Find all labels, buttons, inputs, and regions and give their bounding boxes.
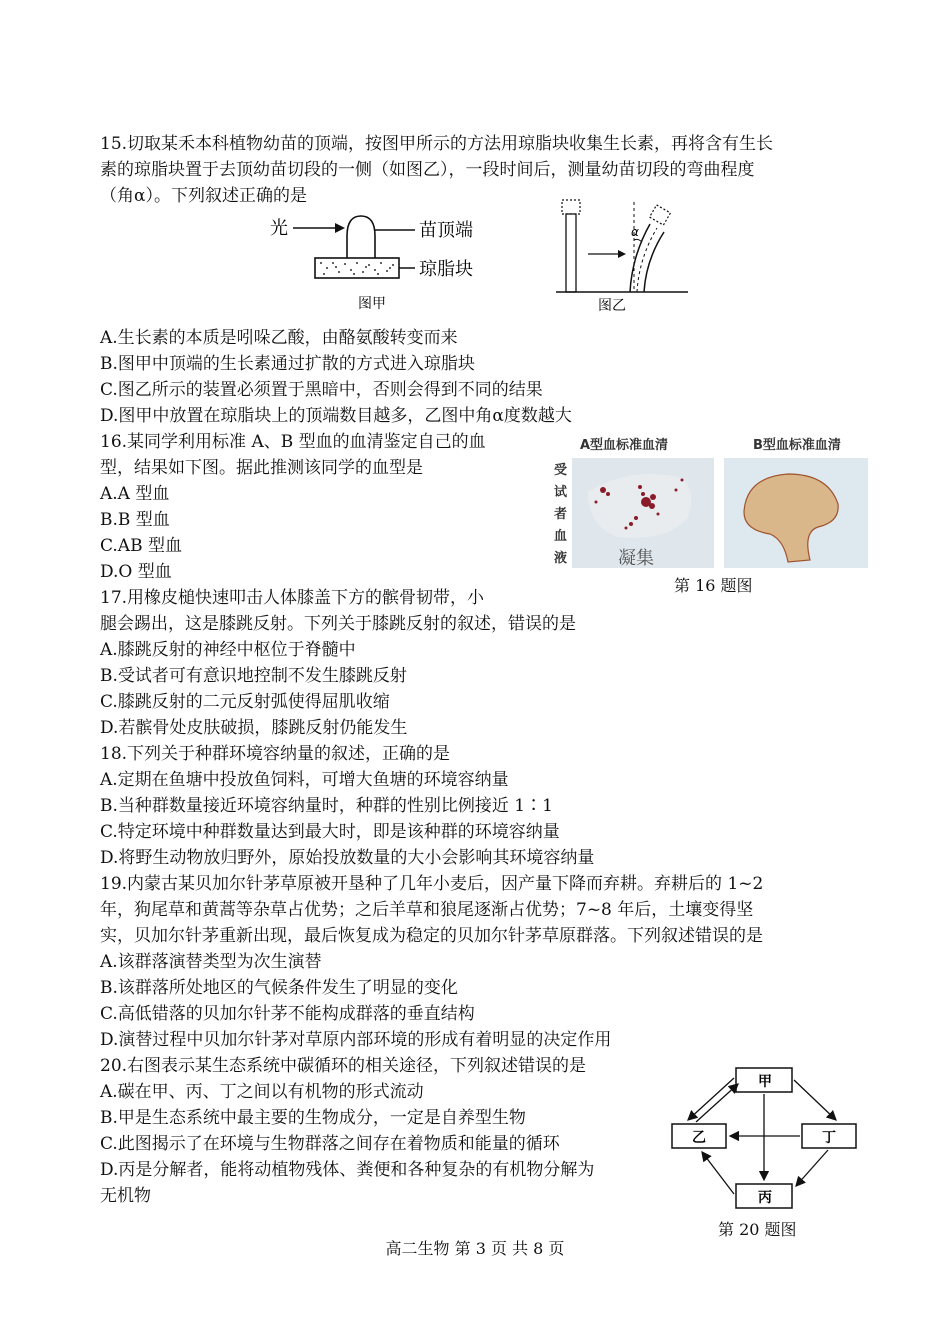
q18-stem: 18.下列关于种群环境容纳量的叙述，正确的是 xyxy=(100,744,451,764)
q16-stem-line-1: 16.某同学利用标准 A、B 型血的血清鉴定自己的血 xyxy=(100,432,486,452)
q20-option-c: C.此图揭示了在环境与生物群落之间存在着物质和能量的循环 xyxy=(100,1134,560,1154)
q17-option-d: D.若髌骨处皮肤破损，膝跳反射仍能发生 xyxy=(100,718,408,738)
angle-label: α xyxy=(631,225,639,239)
agar-label: 琼脂块 xyxy=(419,259,473,280)
q19-option-b: B.该群落所处地区的气候条件发生了明显的变化 xyxy=(100,978,458,998)
q15-option-a: A.生长素的本质是吲哚乙酸，由酪氨酸转变而来 xyxy=(100,328,458,348)
figure-yi xyxy=(548,196,698,322)
node-bing-label: 丙 xyxy=(758,1190,772,1206)
q17-option-b: B.受试者可有意识地控制不发生膝跳反射 xyxy=(100,666,407,686)
q16-option-b: B.B 型血 xyxy=(100,510,170,530)
agar-block-on-seedling xyxy=(650,205,671,225)
q20-stem: 20.右图表示某生态系统中碳循环的相关途径，下列叙述错误的是 xyxy=(100,1056,587,1076)
agglutination-label: 凝集 xyxy=(618,548,654,569)
q19-option-c: C.高低错落的贝加尔针茅不能构成群落的垂直结构 xyxy=(100,1004,475,1024)
q19-stem-line-2: 年，狗尾草和黄蒿等杂草占优势；之后羊草和狼尾逐渐占优势；7~8 年后，土壤变得坚 xyxy=(100,900,754,920)
node-jia-label: 甲 xyxy=(758,1074,772,1090)
node-yi-label: 乙 xyxy=(692,1130,706,1146)
q19-option-d: D.演替过程中贝加尔针茅对草原内部环境的形成有着明显的决定作用 xyxy=(100,1030,612,1050)
q20-option-a: A.碳在甲、丙、丁之间以有机物的形式流动 xyxy=(100,1082,424,1102)
fig-yi-caption: 图乙 xyxy=(598,298,626,314)
q20-option-b: B.甲是生态系统中最主要的生物成分，一定是自养型生物 xyxy=(100,1108,526,1128)
b-serum-label: B型血标准血清 xyxy=(753,438,841,453)
q20-option-d-cont: 无机物 xyxy=(100,1186,151,1206)
arrow-yi-to-jia xyxy=(696,1084,738,1122)
tip-label: 苗顶端 xyxy=(419,220,473,241)
q19-option-a: A.该群落演替类型为次生演替 xyxy=(100,952,322,972)
q17-stem-line-2: 腿会踢出，这是膝跳反射。下列关于膝跳反射的叙述，错误的是 xyxy=(100,614,576,634)
q15-option-d: D.图甲中放置在琼脂块上的顶端数目越多，乙图中角α度数越大 xyxy=(100,406,572,426)
page-footer: 高二生物 第 3 页 共 8 页 xyxy=(385,1239,565,1258)
carbon-cycle-figure xyxy=(668,1062,868,1222)
seedling-tip xyxy=(347,216,375,258)
q15-stem-line-1: 15.切取某禾本科植物幼苗的顶端，按图甲所示的方法用琼脂块收集生长素，再将含有生长 xyxy=(100,134,774,154)
light-label: 光 xyxy=(270,218,288,239)
q18-option-b: B.当种群数量接近环境容纳量时，种群的性别比例接近 1∶1 xyxy=(100,796,553,816)
q15-stem-line-3: （角α）。下列叙述正确的是 xyxy=(100,186,307,206)
q20-option-d: D.丙是分解者，能将动植物残体、粪便和各种复杂的有机物分解为 xyxy=(100,1160,595,1180)
svg-text:者: 者 xyxy=(554,507,568,522)
q16-stem-line-2: 型，结果如下图。据此推测该同学的血型是 xyxy=(100,458,423,478)
q18-option-d: D.将野生动物放归野外，原始投放数量的大小会影响其环境容纳量 xyxy=(100,848,595,868)
q17-option-c: C.膝跳反射的二元反射弧使得屈肌收缩 xyxy=(100,692,390,712)
stand xyxy=(566,214,576,292)
q19-stem-line-1: 19.内蒙古某贝加尔针茅草原被开垦种了几年小麦后，因产量下降而弃耕。弃耕后的 1~2 xyxy=(100,874,764,894)
move-arrow-head xyxy=(618,250,626,258)
seedling-right-edge xyxy=(644,232,664,292)
blood-type-figure xyxy=(548,432,878,572)
q15-stem-line-2: 素的琼脂块置于去顶幼苗切段的一侧（如图乙），一段时间后，测量幼苗切段的弯曲程度 xyxy=(100,160,755,180)
fig-jia-caption: 图甲 xyxy=(358,296,386,312)
svg-text:试: 试 xyxy=(554,485,568,500)
subject-blood-label xyxy=(554,462,568,566)
fig16-caption: 第 16 题图 xyxy=(674,576,753,595)
q17-option-a: A.膝跳反射的神经中枢位于脊髓中 xyxy=(100,640,356,660)
q16-option-a: A.A 型血 xyxy=(100,484,170,504)
svg-text:受: 受 xyxy=(554,463,568,478)
q18-option-c: C.特定环境中种群数量达到最大时，即是该种群的环境容纳量 xyxy=(100,822,560,842)
q15-option-c: C.图乙所示的装置必须置于黑暗中，否则会得到不同的结果 xyxy=(100,380,543,400)
figure-jia xyxy=(265,208,505,320)
q15-option-b: B.图甲中顶端的生长素通过扩散的方式进入琼脂块 xyxy=(100,354,475,374)
svg-text:血: 血 xyxy=(554,529,568,544)
seedling-axis xyxy=(637,228,657,292)
fig20-caption: 第 20 题图 xyxy=(718,1220,797,1239)
a-serum-label: A型血标准血清 xyxy=(580,438,669,453)
arrow-bing-to-yi xyxy=(702,1152,734,1194)
q16-option-d: D.O 型血 xyxy=(100,562,172,582)
light-arrow-head xyxy=(335,223,345,233)
svg-text:液: 液 xyxy=(554,551,568,566)
node-ding-label: 丁 xyxy=(822,1130,836,1146)
q16-option-c: C.AB 型血 xyxy=(100,536,182,556)
q18-option-a: A.定期在鱼塘中投放鱼饲料，可增大鱼塘的环境容纳量 xyxy=(100,770,509,790)
q17-stem-line-1: 17.用橡皮槌快速叩击人体膝盖下方的髌骨韧带，小 xyxy=(100,588,485,608)
arrow-ding-to-bing xyxy=(796,1150,828,1186)
q19-stem-line-3: 实，贝加尔针茅重新出现，最后恢复成为稳定的贝加尔针茅草原群落。下列叙述错误的是 xyxy=(100,926,763,946)
agar-block-small xyxy=(562,200,580,214)
arrow-jia-to-ding xyxy=(794,1080,836,1120)
arrow-jia-to-yi xyxy=(688,1078,734,1120)
